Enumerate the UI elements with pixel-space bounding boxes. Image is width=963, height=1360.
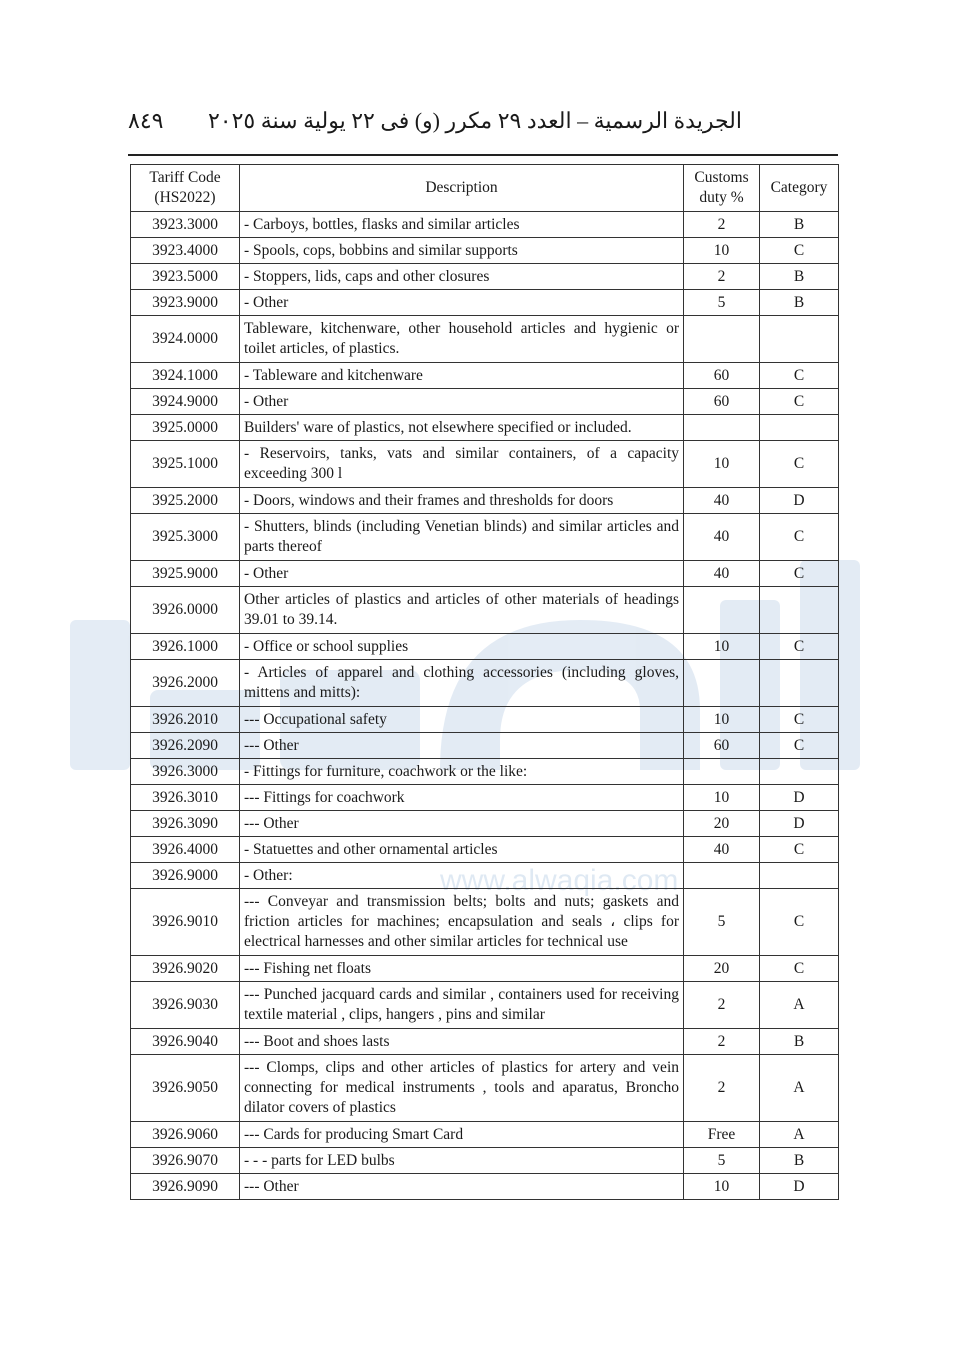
table-row [131, 389, 839, 415]
description-cell: --- Fittings for coachwork [240, 785, 684, 811]
header-category: Category [760, 165, 839, 212]
table-row [131, 316, 839, 363]
description-cell: Builders' ware of plastics, not elsewhere specified or included. [240, 415, 684, 441]
description-cell: - Fittings for furniture, coachwork or the like: [240, 759, 684, 785]
category-cell [760, 863, 839, 889]
customs-duty-cell: 60 [684, 733, 760, 759]
category-cell: C [760, 956, 839, 982]
customs-duty-cell [684, 587, 760, 634]
category-cell [760, 316, 839, 363]
category-cell: C [760, 837, 839, 863]
description-cell: Tableware, kitchenware, other household articles and hygienic or toilet articles, of plastics. [240, 316, 684, 363]
tariff-table [130, 164, 839, 1200]
category-cell: B [760, 1029, 839, 1055]
page-header [128, 104, 838, 140]
tariff-code-cell: 3926.9020 [131, 956, 240, 982]
customs-duty-cell [684, 316, 760, 363]
description-cell: --- Boot and shoes lasts [240, 1029, 684, 1055]
category-cell: C [760, 238, 839, 264]
table-body [131, 212, 839, 1200]
description-cell: --- Occupational safety [240, 707, 684, 733]
customs-duty-cell: 2 [684, 1055, 760, 1122]
customs-duty-cell: 10 [684, 785, 760, 811]
table-row [131, 441, 839, 488]
category-cell: C [760, 514, 839, 561]
description-cell: --- Other [240, 1174, 684, 1200]
category-cell: B [760, 264, 839, 290]
customs-duty-cell: 10 [684, 707, 760, 733]
customs-duty-cell: 60 [684, 389, 760, 415]
table-row [131, 707, 839, 733]
table-row [131, 264, 839, 290]
table-row [131, 1055, 839, 1122]
tariff-code-cell: 3926.3000 [131, 759, 240, 785]
description-cell: --- Cards for producing Smart Card [240, 1122, 684, 1148]
customs-duty-cell: 60 [684, 363, 760, 389]
customs-duty-cell: 40 [684, 514, 760, 561]
customs-duty-cell: 40 [684, 561, 760, 587]
tariff-code-cell: 3925.1000 [131, 441, 240, 488]
description-cell: - Other [240, 389, 684, 415]
category-cell [760, 415, 839, 441]
description-cell: - Carboys, bottles, flasks and similar articles [240, 212, 684, 238]
table-row [131, 1148, 839, 1174]
category-cell: C [760, 889, 839, 956]
tariff-code-cell: 3925.9000 [131, 561, 240, 587]
category-cell: D [760, 785, 839, 811]
tariff-code-cell: 3926.4000 [131, 837, 240, 863]
customs-duty-cell: 10 [684, 634, 760, 660]
table-row [131, 514, 839, 561]
table-row [131, 488, 839, 514]
customs-duty-cell: 2 [684, 264, 760, 290]
description-cell: - Office or school supplies [240, 634, 684, 660]
description-cell: - - - parts for LED bulbs [240, 1148, 684, 1174]
tariff-code-cell: 3926.9070 [131, 1148, 240, 1174]
category-cell: C [760, 389, 839, 415]
description-cell: - Tableware and kitchenware [240, 363, 684, 389]
customs-duty-cell: 40 [684, 488, 760, 514]
category-cell: C [760, 561, 839, 587]
customs-duty-cell [684, 660, 760, 707]
description-cell: Other articles of plastics and articles of other materials of headings 39.01 to 39.14. [240, 587, 684, 634]
category-cell: C [760, 441, 839, 488]
header-divider [128, 154, 838, 156]
customs-duty-cell: 10 [684, 441, 760, 488]
table-row [131, 759, 839, 785]
table-row [131, 863, 839, 889]
description-cell: - Spools, cops, bobbins and similar supports [240, 238, 684, 264]
header-description: Description [240, 165, 684, 212]
category-cell: B [760, 1148, 839, 1174]
description-cell: - Other: [240, 863, 684, 889]
tariff-code-cell: 3924.9000 [131, 389, 240, 415]
description-cell: - Doors, windows and their frames and thresholds for doors [240, 488, 684, 514]
page-number: ٨٤٩ [128, 108, 164, 133]
category-cell: A [760, 1122, 839, 1148]
table-row [131, 587, 839, 634]
tariff-code-cell: 3923.5000 [131, 264, 240, 290]
customs-duty-cell: 5 [684, 1148, 760, 1174]
category-cell: B [760, 212, 839, 238]
table-row [131, 785, 839, 811]
table-row [131, 956, 839, 982]
table-row [131, 660, 839, 707]
description-cell: --- Other [240, 733, 684, 759]
tariff-code-cell: 3926.2000 [131, 660, 240, 707]
customs-duty-cell: 2 [684, 1029, 760, 1055]
category-cell: C [760, 733, 839, 759]
description-cell: - Stoppers, lids, caps and other closures [240, 264, 684, 290]
table-row [131, 363, 839, 389]
customs-duty-cell: 2 [684, 982, 760, 1029]
tariff-code-cell: 3926.1000 [131, 634, 240, 660]
header-tariff-code: Tariff Code (HS2022) [131, 165, 240, 212]
description-cell: - Other [240, 290, 684, 316]
category-cell: C [760, 707, 839, 733]
table-row [131, 238, 839, 264]
customs-duty-cell: 5 [684, 889, 760, 956]
tariff-code-cell: 3923.3000 [131, 212, 240, 238]
tariff-code-cell: 3926.9010 [131, 889, 240, 956]
tariff-code-cell: 3926.3090 [131, 811, 240, 837]
tariff-code-cell: 3926.3010 [131, 785, 240, 811]
category-cell: A [760, 1055, 839, 1122]
category-cell: B [760, 290, 839, 316]
table-row [131, 982, 839, 1029]
customs-duty-cell: 20 [684, 811, 760, 837]
category-cell [760, 587, 839, 634]
tariff-code-cell: 3925.0000 [131, 415, 240, 441]
table-row [131, 811, 839, 837]
tariff-code-cell: 3926.9050 [131, 1055, 240, 1122]
category-cell: D [760, 488, 839, 514]
tariff-code-cell: 3923.4000 [131, 238, 240, 264]
tariff-code-cell: 3924.1000 [131, 363, 240, 389]
tariff-code-cell: 3924.0000 [131, 316, 240, 363]
description-cell: --- Punched jacquard cards and similar , containers used for receiving textile material , clips, hangers , pins and similar [240, 982, 684, 1029]
customs-duty-cell: 2 [684, 212, 760, 238]
description-cell: - Reservoirs, tanks, vats and similar containers, of a capacity exceeding 300 l [240, 441, 684, 488]
customs-duty-cell [684, 759, 760, 785]
category-cell: D [760, 1174, 839, 1200]
customs-duty-cell: 10 [684, 1174, 760, 1200]
description-cell: --- Other [240, 811, 684, 837]
table-row [131, 1029, 839, 1055]
description-cell: - Other [240, 561, 684, 587]
customs-duty-cell [684, 863, 760, 889]
description-cell: --- Conveyar and transmission belts; bolts and nuts; gaskets and friction articles for machines; encapsulation and seals ، clips for electrical harnesses and other similar articles for technical use [240, 889, 684, 956]
tariff-code-cell: 3926.9060 [131, 1122, 240, 1148]
tariff-code-cell: 3926.2090 [131, 733, 240, 759]
tariff-code-cell: 3926.2010 [131, 707, 240, 733]
customs-duty-cell [684, 415, 760, 441]
tariff-code-cell: 3926.9000 [131, 863, 240, 889]
watermark-url: www.alwaqia.com [440, 864, 679, 897]
table-row [131, 837, 839, 863]
category-cell [760, 660, 839, 707]
table-row [131, 1122, 839, 1148]
category-cell [760, 759, 839, 785]
table-row [131, 733, 839, 759]
table-row [131, 561, 839, 587]
table-row [131, 415, 839, 441]
table-row [131, 290, 839, 316]
table-row [131, 1174, 839, 1200]
table-row [131, 634, 839, 660]
tariff-code-cell: 3926.9040 [131, 1029, 240, 1055]
tariff-code-cell: 3925.3000 [131, 514, 240, 561]
tariff-code-cell: 3926.9090 [131, 1174, 240, 1200]
category-cell: C [760, 363, 839, 389]
description-cell: - Shutters, blinds (including Venetian blinds) and similar articles and parts thereof [240, 514, 684, 561]
description-cell: --- Fishing net floats [240, 956, 684, 982]
category-cell: A [760, 982, 839, 1029]
description-cell: - Articles of apparel and clothing accessories (including gloves, mittens and mitts): [240, 660, 684, 707]
tariff-code-cell: 3926.0000 [131, 587, 240, 634]
customs-duty-cell: 5 [684, 290, 760, 316]
description-cell: --- Clomps, clips and other articles of plastics for artery and vein connecting for medical instruments , tools and aparatus, Broncho dilator covers of plastics [240, 1055, 684, 1122]
table-row [131, 212, 839, 238]
tariff-code-cell: 3926.9030 [131, 982, 240, 1029]
gazette-title: الجريدة الرسمية – العدد ٢٩ مكرر (و) فى ٢٢ يولية سنة ٢٠٢٥ [207, 108, 742, 133]
tariff-code-cell: 3923.9000 [131, 290, 240, 316]
tariff-code-cell: 3925.2000 [131, 488, 240, 514]
header-customs-duty: Customs duty % [684, 165, 760, 212]
category-cell: D [760, 811, 839, 837]
table-header-row [131, 165, 839, 212]
customs-duty-cell: 40 [684, 837, 760, 863]
customs-duty-cell: Free [684, 1122, 760, 1148]
table-row [131, 889, 839, 956]
description-cell: - Statuettes and other ornamental articles [240, 837, 684, 863]
customs-duty-cell: 20 [684, 956, 760, 982]
customs-duty-cell: 10 [684, 238, 760, 264]
category-cell: C [760, 634, 839, 660]
